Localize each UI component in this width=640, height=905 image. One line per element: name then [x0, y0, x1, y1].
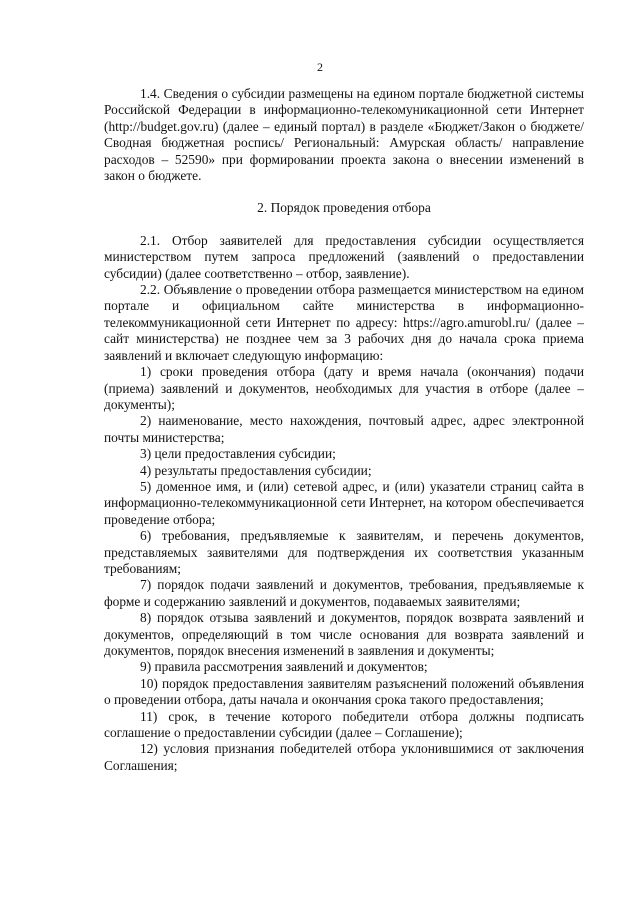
list-item-2: 2) наименование, место нахождения, почтовый адрес, адрес электронной почты министерства; — [104, 413, 584, 445]
list-item-4: 4) результаты предоставления субсидии; — [140, 462, 372, 478]
list-item-5: 5) доменное имя, и (или) сетевой адрес, и (или) указатели страниц сайта в информационно-телекоммуникационной сети Интернет, на котором обеспечивается проведение отбора; — [104, 478, 584, 527]
paragraph-2-1: 2.1. Отбор заявителей для предоставления субсидии осуществляется министерством путем запроса предложений (заявлений о предоставлении субсидии) (далее соответственно – отбор, заявление). — [104, 232, 584, 281]
list-item-8: 8) порядок отзыва заявлений и документов, порядок возврата заявлений и документов, определяющий в том числе основания для возврата заявлений и документов, порядок внесения изменений в заявления и документы; — [104, 610, 584, 658]
list-item-12: 12) условия признания победителей отбора уклонившимися от заключения Соглашения; — [104, 741, 584, 773]
section-heading: 2. Порядок проведения отбора — [257, 200, 431, 216]
paragraph-1-4: 1.4. Сведения о субсидии размещены на едином портале бюджетной системы Российской Федерации в информационно-телекомуникационной сети Интернет (http://budget.gov.ru) (далее – единый портал) в разделе «Бюджет/Закон о бюджете/Сводная бюджетная роспись/ Региональный: Амурская область/ направление расходов – 52590» при формировании проекта закона о внесении изменений в закон о бюджете. — [104, 86, 584, 184]
list-item-9: 9) правила рассмотрения заявлений и документов; — [140, 659, 428, 675]
list-item-11: 11) срок, в течение которого победители отбора должны подписать соглашение о предоставлении субсидии (далее – Соглашение); — [104, 708, 584, 741]
list-item-10: 10) порядок предоставления заявителям разъяснений положений объявления о проведении отбора, даты начала и окончания срока такого предоставления; — [104, 675, 584, 708]
list-item-6: 6) требования, предъявляемые к заявителям, и перечень документов, представляемых заявителями для подтверждения их соответствия указанным требованиям; — [104, 528, 584, 576]
page-number: 2 — [317, 60, 323, 74]
document-body — [104, 86, 584, 774]
list-item-7: 7) порядок подачи заявлений и документов, требования, предъявляемые к форме и содержанию заявлений и документов, подаваемых заявителями; — [104, 577, 584, 609]
list-item-1: 1) сроки проведения отбора (дату и время начала (окончания) подачи (приема) заявлений и документов, необходимых для участия в отборе (далее – документы); — [104, 364, 584, 412]
paragraph-2-2: 2.2. Объявление о проведении отбора размещается министерством на едином портале и официальном сайте министерства в информационно-телекоммуникационной сети Интернет по адресу: https://agro.amurobl.ru/ (далее – сайт министерства) не позднее чем за 3 рабочих дня до начала срока приема заявлений и включает следующую информацию: — [104, 282, 584, 363]
list-item-3: 3) цели предоставления субсидии; — [140, 446, 336, 462]
